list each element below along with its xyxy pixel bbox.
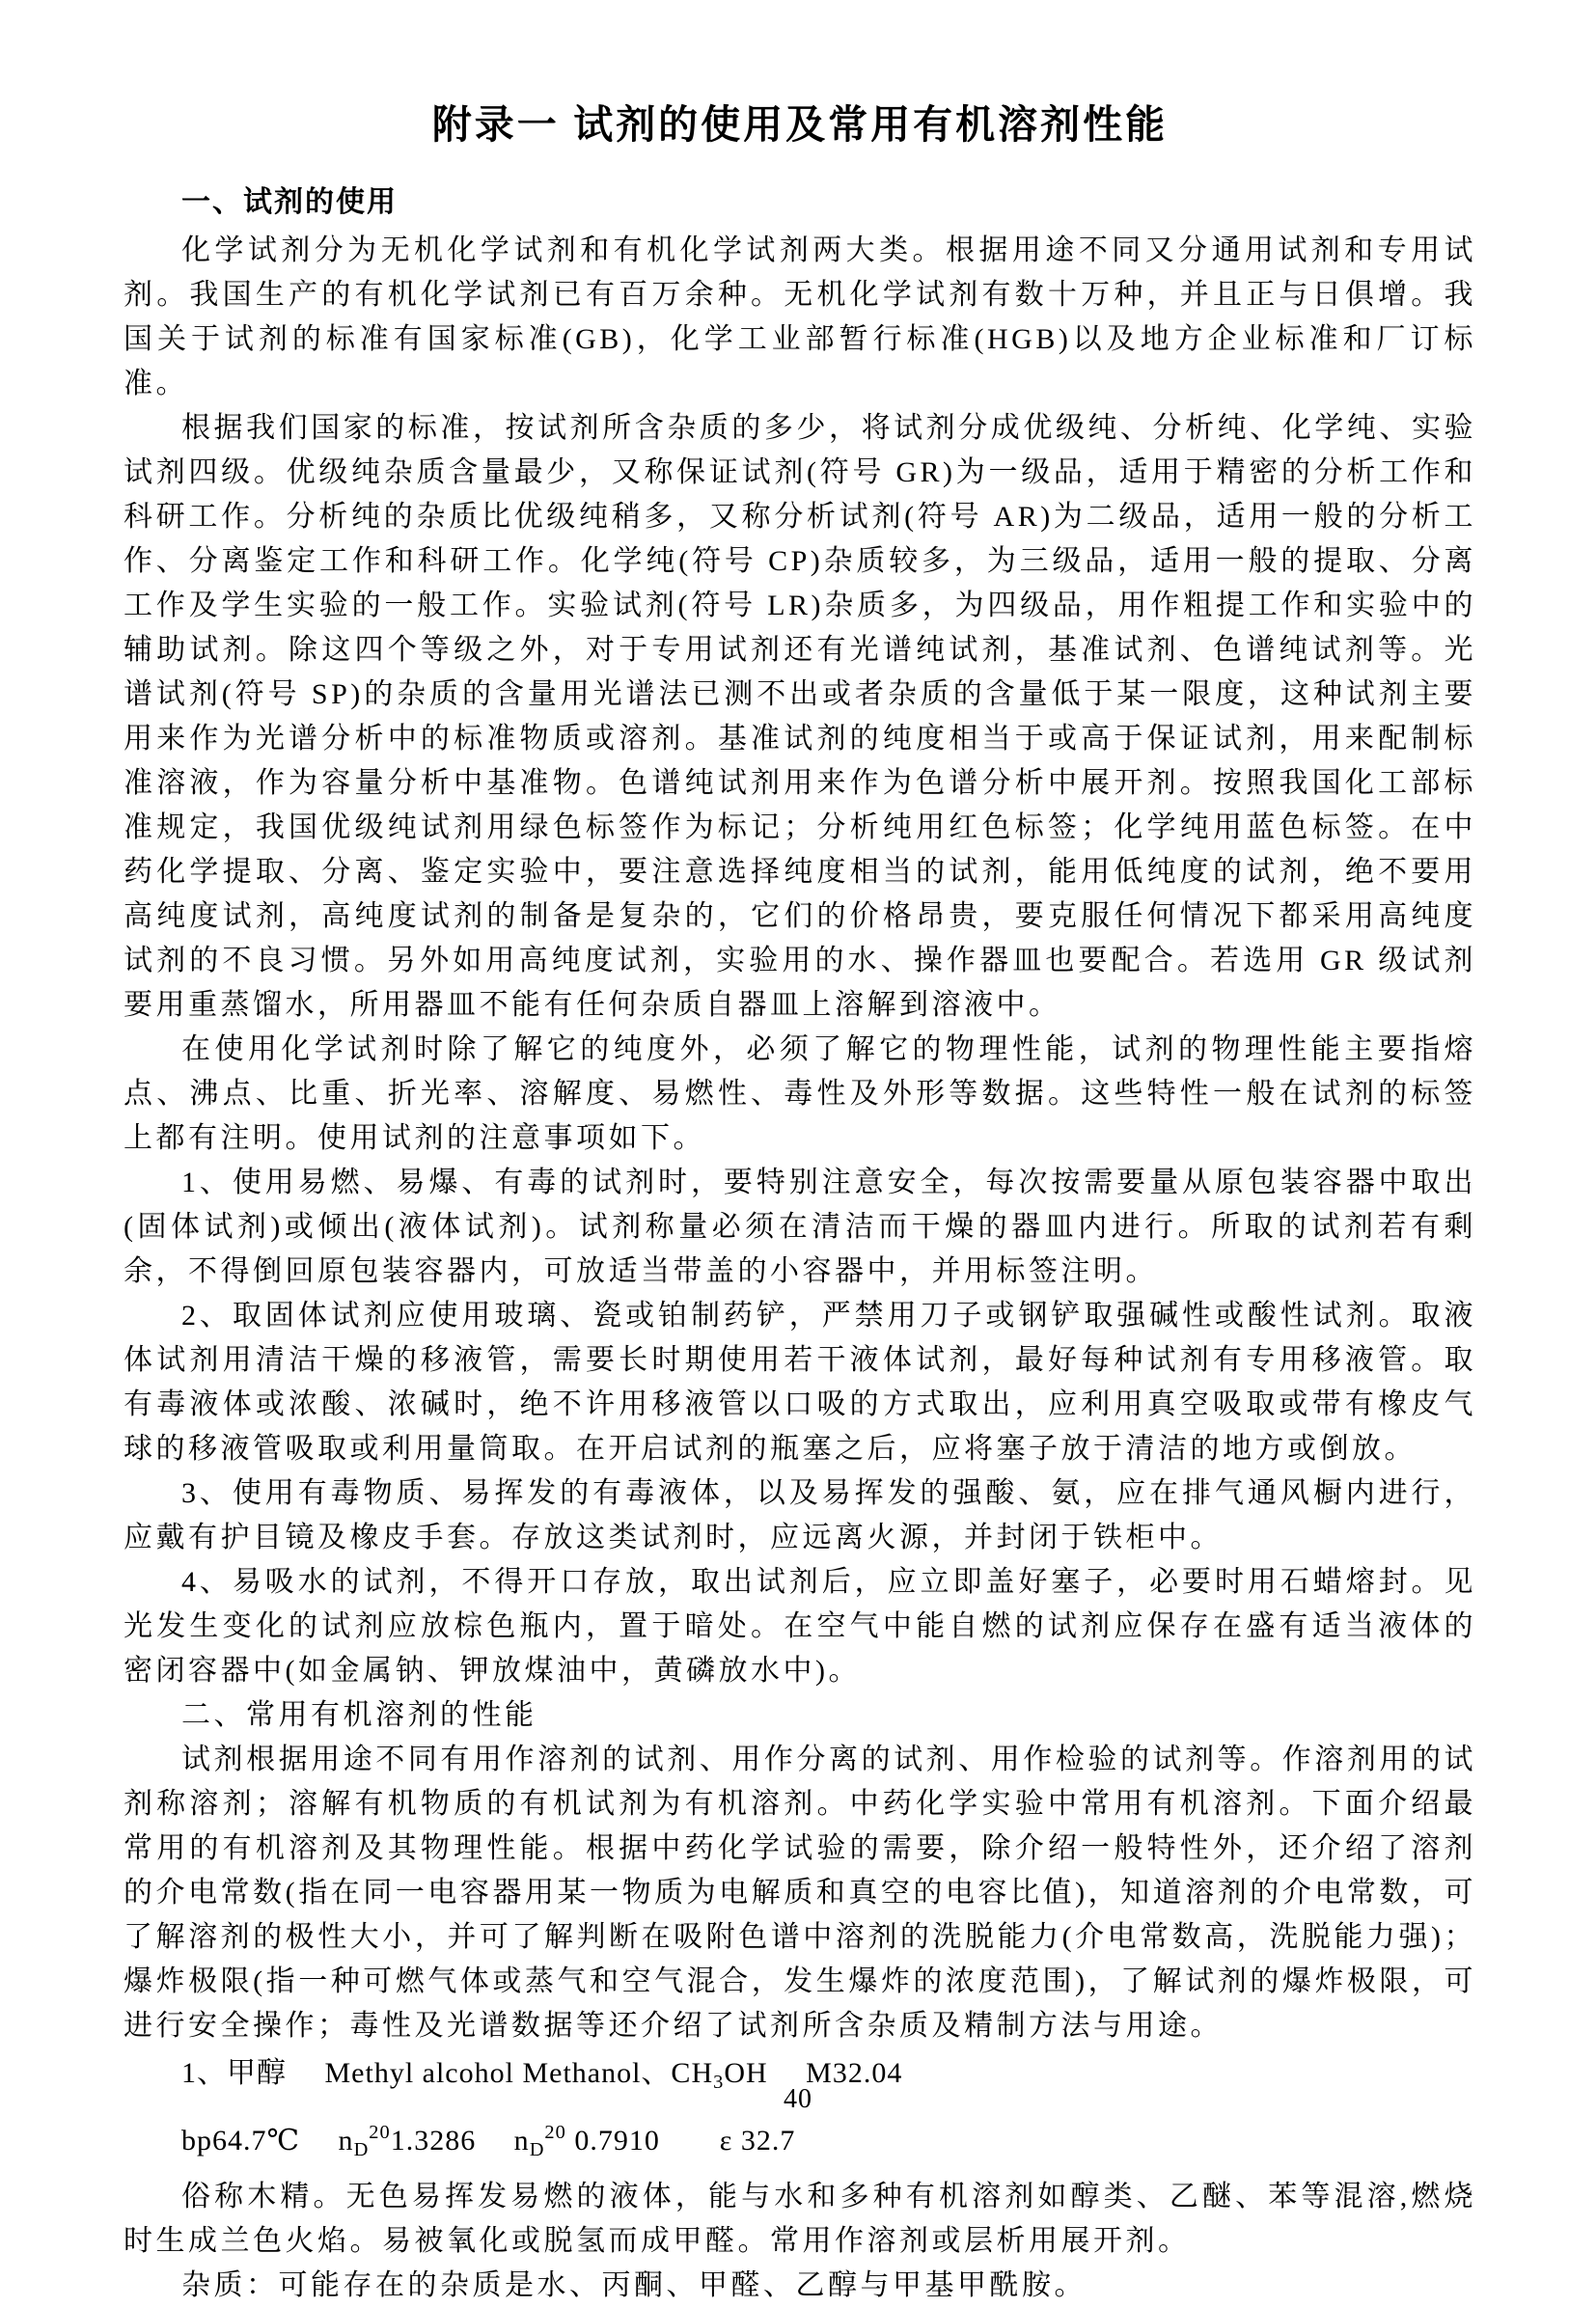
section-1-heading: 一、试剂的使用 (181, 186, 398, 218)
page-title: 附录一 试剂的使用及常用有机溶剂性能 (431, 102, 1169, 147)
paragraph-solvent-intro: 试剂根据用途不同有用作溶剂的试剂、用作分离的试剂、用作检验的试剂等。作溶剂用的试剂称溶剂；溶解有机物质的有机试剂为有机溶剂。中药化学实验中常用有机溶剂。下面介绍最常用的有机溶剂及其物理性能。根据中药化学试验的需要，除介绍一般特性外，还介绍了溶剂的介电常数(指在同一电容器用某一物质为电解质和真空的电容比值)，知道溶剂的介电常数，可了解溶剂的极性大小，并可了解判断在吸附色谱中溶剂的洗脱能力(介电常数高，洗脱能力强)；爆炸极限(指一种可燃气体或蒸气和空气混合，发生爆炸的浓度范围)，了解试剂的爆炸极限，可进行安全操作；毒性及光谱数据等还介绍了试剂所含杂质及精制方法与用途。 (124, 1744, 1476, 2042)
methanol-description: 俗称木精。无色易挥发易燃的液体，能与水和多种有机溶剂如醇类、乙醚、苯等混溶,燃烧时生成兰色火焰。易被氧化或脱氢而成甲醛。常用作溶剂或层析用展开剂。 (124, 2181, 1476, 2257)
paragraph-note-3: 3、使用有毒物质、易挥发的有毒液体，以及易挥发的强酸、氨，应在排气通风橱内进行，应戴有护目镜及橡皮手套。存放这类试剂时，应远离火源，并封闭于铁柜中。 (124, 1477, 1476, 1553)
paragraph-note-1: 1、使用易燃、易爆、有毒的试剂时，要特别注意安全，每次按需要量从原包装容器中取出(固体试剂)或倾出(液体试剂)。试剂称量必须在清洁而干燥的器皿内进行。所取的试剂若有剩余，不得倒回原包装容器内，可放适当带盖的小容器中，并用标签注明。 (124, 1167, 1476, 1287)
section-2-heading: 二、常用有机溶剂的性能 (181, 1699, 537, 1731)
paragraph-note-2: 2、取固体试剂应使用玻璃、瓷或铂制药铲，严禁用刀子或钢铲取强碱性或酸性试剂。取液体试剂用清洁干燥的移液管，需要长时期使用若干液体试剂，最好每种试剂有专用移液管。取有毒液体或浓酸、浓碱时，绝不许用移液管以口吸的方式取出，应利用真空吸取或带有橡皮气球的移液管吸取或利用量筒取。在开启试剂的瓶塞之后，应将塞子放于清洁的地方或倒放。 (124, 1300, 1476, 1465)
paragraph-purity-grades: 根据我们国家的标准，按试剂所含杂质的多少，将试剂分成优级纯、分析纯、化学纯、实验试剂四级。优级纯杂质含量最少，又称保证试剂(符号 GR)为一级品，适用于精密的分析工作和科研工作。分析纯的杂质比优级纯稍多，又称分析试剂(符号 AR)为二级品，适用一般的分析工作、分离鉴定工作和科研工作。化学纯(符号 CP)杂质较多，为三级品，适用一般的提取、分离工作及学生实验的一般工作。实验试剂(符号 LR)杂质多，为四级品，用作粗提工作和实验中的辅助试剂。除这四个等级之外，对于专用试剂还有光谱纯试剂，基准试剂、色谱纯试剂等。光谱试剂(符号 SP)的杂质的含量用光谱法已测不出或者杂质的含量低于某一限度，这种试剂主要用来作为光谱分析中的标准物质或溶剂。基准试剂的纯度相当于或高于保证试剂，用来配制标准溶液，作为容量分析中基准物。色谱纯试剂用来作为色谱分析中展开剂。按照我国化工部标准规定，我国优级纯试剂用绿色标签作为标记；分析纯用红色标签；化学纯用蓝色标签。在中药化学提取、分离、鉴定实验中，要注意选择纯度相当的试剂，能用低纯度的试剂，绝不要用高纯度试剂，高纯度试剂的制备是复杂的，它们的价格昂贵，要克服任何情况下都采用高纯度试剂的不良习惯。另外如用高纯度试剂，实验用的水、操作器皿也要配合。若选用 GR 级试剂要用重蒸馏水，所用器皿不能有任何杂质自器皿上溶解到溶液中。 (124, 412, 1476, 1021)
methanol-data-line: bp64.7℃ $n_D^{20}1.3286$ $n_D^{20}$ 0.7910 ε 32.7 (181, 2122, 796, 2160)
methanol-impurities: 杂质：可能存在的杂质是水、丙酮、甲醛、乙醇与甲基甲酰胺。 (181, 2269, 1087, 2301)
page-number: 40 (784, 2084, 812, 2114)
methanol-title-line: 1、甲醇 Methyl alcohol Methanol、$CH_3OH$ M32.04 (181, 2057, 903, 2093)
paragraph-physical-properties: 在使用化学试剂时除了解它的纯度外，必须了解它的物理性能，试剂的物理性能主要指熔点、沸点、比重、折光率、溶解度、易燃性、毒性及外形等数据。这些特性一般在试剂的标签上都有注明。使用试剂的注意事项如下。 (124, 1033, 1476, 1154)
paragraph-reagent-classes: 化学试剂分为无机化学试剂和有机化学试剂两大类。根据用途不同又分通用试剂和专用试剂。我国生产的有机化学试剂已有百万余种。无机化学试剂有数十万种，并且正与日俱增。我国关于试剂的标准有国家标准(GB)，化学工业部暂行标准(HGB)以及地方企业标准和厂订标准。 (124, 234, 1476, 399)
paragraph-note-4: 4、易吸水的试剂，不得开口存放，取出试剂后，应立即盖好塞子，必要时用石蜡熔封。见光发生变化的试剂应放棕色瓶内，置于暗处。在空气中能自燃的试剂应保存在盛有适当液体的密闭容器中(如金属钠、钾放煤油中，黄磷放水中)。 (124, 1566, 1476, 1687)
